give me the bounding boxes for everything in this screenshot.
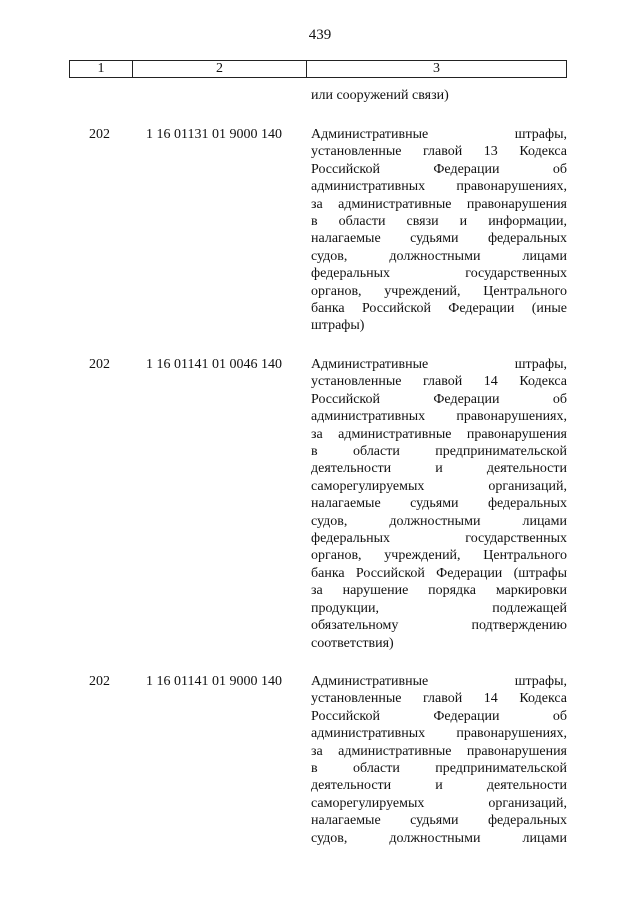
- desc-line: за административные правонарушения: [311, 426, 567, 442]
- desc-line: за административные правонарушения: [311, 743, 567, 759]
- table-header: [69, 60, 567, 78]
- budget-classification-code: 1 16 01131 01 9000 140: [146, 127, 282, 142]
- desc-line: Российской Федерации об: [311, 391, 567, 407]
- row-description: [311, 356, 567, 652]
- admin-code: 202: [89, 357, 110, 372]
- desc-line: Российской Федерации об: [311, 708, 567, 724]
- row-description: [311, 673, 567, 847]
- desc-line: деятельности и деятельности: [311, 778, 567, 794]
- desc-line: установленные главой 14 Кодекса: [311, 691, 567, 707]
- admin-code: 202: [89, 127, 110, 142]
- desc-line: банка Российской Федерации (иные: [311, 301, 567, 317]
- desc-line: налагаемые судьями федеральных: [311, 496, 567, 512]
- desc-line: в области предпринимательской: [311, 761, 567, 777]
- desc-line: Административные штрафы,: [311, 127, 567, 142]
- desc-line: органов, учреждений, Центрального: [311, 548, 567, 564]
- desc-line: федеральных государственных: [311, 266, 567, 282]
- row-description: [311, 126, 567, 335]
- desc-line: в области связи и информации,: [311, 214, 567, 230]
- desc-line: установленные главой 13 Кодекса: [311, 144, 567, 160]
- desc-line: административных правонарушениях,: [311, 726, 567, 742]
- desc-line: установленные главой 14 Кодекса: [311, 374, 567, 390]
- continuation-text: [311, 87, 567, 104]
- budget-classification-code: 1 16 01141 01 9000 140: [146, 674, 282, 689]
- desc-line: административных правонарушениях,: [311, 179, 567, 195]
- desc-line: судов, должностными лицами: [311, 830, 567, 846]
- desc-line: за нарушение порядка маркировки: [311, 583, 567, 599]
- desc-line: обязательному подтверждению: [311, 618, 567, 634]
- admin-code: 202: [89, 674, 110, 689]
- budget-classification-code: 1 16 01141 01 0046 140: [146, 357, 282, 372]
- desc-line: федеральных государственных: [311, 531, 567, 547]
- desc-line: саморегулируемых организаций,: [311, 478, 567, 494]
- desc-line: судов, должностными лицами: [311, 248, 567, 264]
- desc-line: Административные штрафы,: [311, 357, 567, 372]
- desc-line: Административные штрафы,: [311, 674, 567, 689]
- desc-line: налагаемые судьями федеральных: [311, 231, 567, 247]
- header-col-3: 3: [433, 61, 440, 76]
- desc-line: Российской Федерации об: [311, 161, 567, 177]
- desc-line: за административные правонарушения: [311, 196, 567, 212]
- desc-line: органов, учреждений, Центрального: [311, 283, 567, 299]
- desc-line: штрафы): [311, 318, 365, 334]
- desc-line: соответствия): [311, 635, 394, 651]
- desc-line: или сооружений связи): [311, 88, 449, 103]
- desc-line: судов, должностными лицами: [311, 513, 567, 529]
- desc-line: деятельности и деятельности: [311, 461, 567, 477]
- desc-line: продукции, подлежащей: [311, 600, 567, 616]
- desc-line: банка Российской Федерации (штрафы: [311, 565, 567, 581]
- header-col-2: 2: [133, 61, 307, 77]
- page-number: 439: [308, 27, 332, 43]
- desc-line: в области предпринимательской: [311, 444, 567, 460]
- desc-line: административных правонарушениях,: [311, 409, 567, 425]
- header-col-1: 1: [70, 61, 133, 77]
- desc-line: налагаемые судьями федеральных: [311, 813, 567, 829]
- desc-line: саморегулируемых организаций,: [311, 795, 567, 811]
